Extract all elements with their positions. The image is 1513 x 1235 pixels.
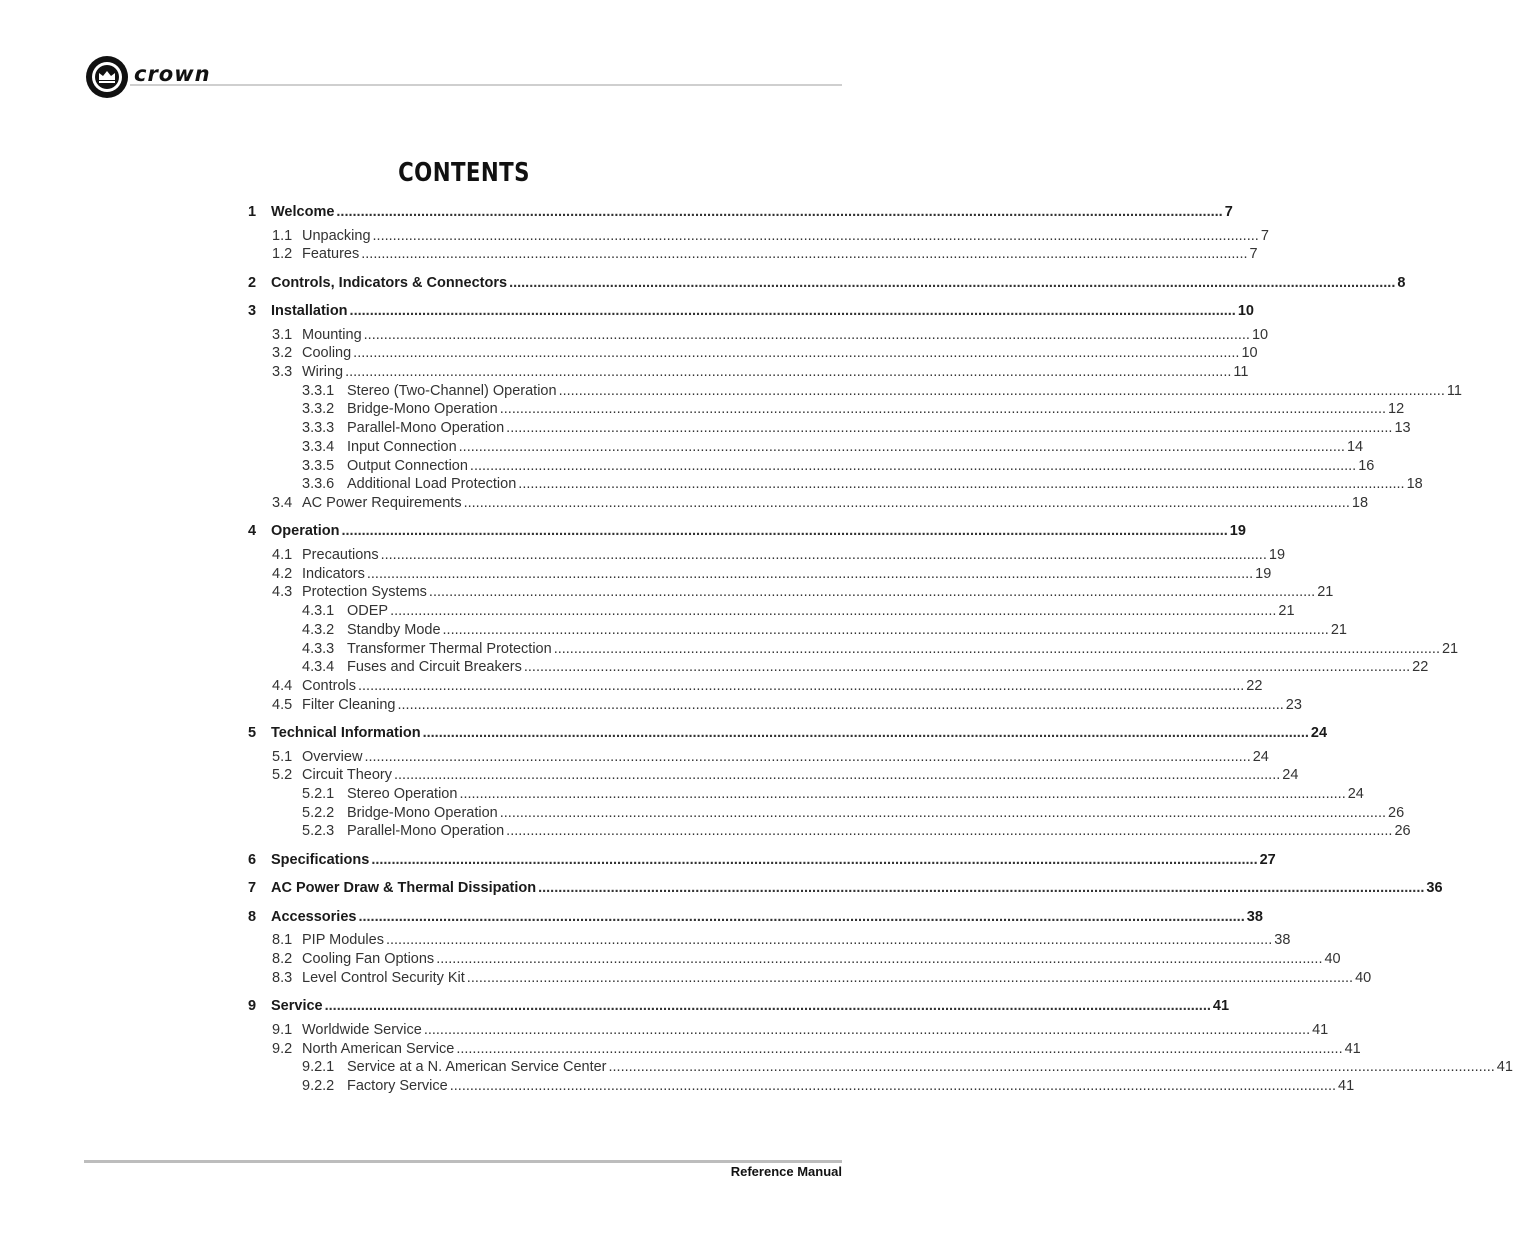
toc-leader-dots: ............................................................................................................................................................................................................................ (436, 951, 1323, 967)
toc-leader-dots: ............................................................................................................................................................................................................................ (358, 678, 1245, 694)
toc-entry-title: Controls (302, 678, 356, 694)
toc-entry-page: 40 (1324, 951, 1341, 967)
toc-entry-page: 22 (1246, 678, 1263, 694)
toc-leader-dots: ............................................................................................................................................................................................................................ (324, 998, 1211, 1014)
toc-entry-page: 7 (1249, 246, 1258, 262)
toc-entry[interactable] (272, 1021, 1329, 1040)
toc-leader-dots: ............................................................................................................................................................................................................................ (341, 523, 1228, 539)
toc-entry-title: Output Connection (347, 458, 468, 474)
toc-entry-title: Unpacking (302, 228, 371, 244)
toc-entry-title: Welcome (271, 204, 335, 220)
toc-entry-page: 36 (1426, 880, 1443, 896)
toc-entry-number: 8.1 (272, 932, 293, 948)
toc-entry[interactable] (272, 363, 1249, 382)
toc-leader-dots: ............................................................................................................................................................................................................................ (361, 246, 1248, 262)
toc-entry[interactable] (272, 344, 1258, 363)
toc-entry-page: 27 (1259, 852, 1276, 868)
toc-leader-dots: ............................................................................................................................................................................................................................ (428, 584, 1316, 600)
toc-leader-dots: ............................................................................................................................................................................................................................ (397, 697, 1284, 713)
toc-entry-number: 3.3.5 (302, 458, 335, 474)
toc-entry-title: Overview (302, 749, 363, 765)
toc-entry-page: 11 (1446, 383, 1462, 399)
toc-entry-page: 10 (1237, 303, 1254, 319)
toc-entry-page: 41 (1312, 1022, 1329, 1038)
toc-entry-number: 2 (248, 275, 257, 291)
toc-leader-dots: ............................................................................................................................................................................................................................ (449, 1078, 1337, 1094)
toc-entry-title: Filter Cleaning (302, 697, 396, 713)
toc-entry-page: 41 (1496, 1059, 1513, 1075)
toc-entry-title: Standby Mode (347, 622, 441, 638)
toc-leader-dots: ............................................................................................................................................................................................................................ (442, 622, 1329, 638)
toc-entry-number: 4.3.4 (302, 659, 335, 675)
toc-entry-title: Operation (271, 523, 340, 539)
toc-entry[interactable] (272, 677, 1263, 696)
toc-entry[interactable] (248, 274, 1406, 293)
toc-entry-number: 4.4 (272, 678, 293, 694)
toc-entry-page: 21 (1441, 641, 1459, 657)
toc-entry-page: 26 (1394, 823, 1411, 839)
toc-entry[interactable] (272, 565, 1272, 584)
toc-leader-dots: ............................................................................................................................................................................................................................ (422, 725, 1309, 741)
toc-entry-number: 5.2.3 (302, 823, 335, 839)
toc-entry[interactable] (272, 546, 1286, 565)
toc-entry-number: 3.3.3 (302, 420, 335, 436)
toc-entry-number: 4.3.2 (302, 622, 335, 638)
toc-entry-title: Mounting (302, 327, 362, 343)
toc-entry[interactable] (272, 1040, 1361, 1059)
toc-entry-number: 9.2.2 (302, 1078, 335, 1094)
toc-entry-number: 3.3.2 (302, 401, 335, 417)
toc-entry-page: 14 (1346, 439, 1364, 455)
toc-entry-title: Service at a N. American Service Center (347, 1059, 607, 1075)
toc-entry-page: 18 (1406, 476, 1423, 492)
toc-entry-page: 19 (1229, 523, 1246, 539)
toc-entry-title: Technical Information (271, 725, 421, 741)
toc-entry[interactable] (272, 583, 1334, 602)
toc-entry-title: Accessories (271, 909, 357, 925)
toc-entry-number: 6 (248, 852, 257, 868)
brand-name: crown (134, 62, 211, 86)
footer-label: Reference Manual (730, 1164, 842, 1179)
toc-entry-title: Service (271, 998, 323, 1014)
toc-entry[interactable] (272, 931, 1291, 950)
toc-entry[interactable] (302, 475, 1423, 494)
toc-entry-page: 41 (1212, 998, 1230, 1014)
toc-entry[interactable] (302, 419, 1411, 438)
toc-leader-dots: ............................................................................................................................................................................................................................ (538, 880, 1425, 896)
toc-entry-title: Installation (271, 303, 348, 319)
page-title: CONTENTS (398, 158, 530, 188)
toc-leader-dots: ............................................................................................................................................................................................................................ (466, 970, 1354, 986)
toc-entry-number: 1 (248, 204, 257, 220)
toc-entry-number: 4.1 (272, 547, 293, 563)
toc-leader-dots: ............................................................................................................................................................................................................................ (372, 228, 1259, 244)
toc-entry-page: 7 (1224, 204, 1233, 220)
toc-entry-title: Additional Load Protection (347, 476, 517, 492)
toc-entry-page: 12 (1388, 401, 1405, 417)
toc-entry-title: Protection Systems (302, 584, 427, 600)
toc-entry[interactable] (272, 494, 1369, 513)
toc-entry[interactable] (248, 879, 1443, 898)
toc-entry-number: 3.3.1 (302, 383, 335, 399)
toc-entry-page: 18 (1351, 495, 1369, 511)
toc-entry-title: Transformer Thermal Protection (347, 641, 552, 657)
toc-entry-page: 21 (1330, 622, 1347, 638)
toc-entry[interactable] (302, 621, 1347, 640)
toc-entry-title: Parallel-Mono Operation (347, 420, 505, 436)
toc-leader-dots: ............................................................................................................................................................................................................................ (456, 1041, 1343, 1057)
toc-entry[interactable] (272, 748, 1269, 767)
toc-entry-number: 4.3 (272, 584, 293, 600)
toc-leader-dots: ............................................................................................................................................................................................................................ (364, 749, 1251, 765)
toc-leader-dots: ............................................................................................................................................................................................................................ (371, 852, 1258, 868)
toc-entry-number: 5 (248, 725, 257, 741)
toc-entry-title: Cooling (302, 345, 352, 361)
toc-entry-title: North American Service (302, 1041, 455, 1057)
toc-entry-page: 24 (1282, 767, 1299, 783)
toc-leader-dots: ............................................................................................................................................................................................................................ (385, 932, 1273, 948)
toc-entry[interactable] (248, 908, 1263, 927)
toc-leader-dots: ............................................................................................................................................................................................................................ (499, 805, 1387, 821)
toc-leader-dots: ............................................................................................................................................................................................................................ (523, 659, 1411, 675)
toc-entry-page: 8 (1397, 275, 1406, 291)
toc-entry-page: 38 (1246, 909, 1263, 925)
toc-entry-title: AC Power Requirements (302, 495, 462, 511)
toc-leader-dots: ............................................................................................................................................................................................................................ (393, 767, 1281, 783)
toc-entry[interactable] (302, 1077, 1355, 1096)
toc-entry-number: 5.1 (272, 749, 293, 765)
toc-entry-title: Specifications (271, 852, 370, 868)
toc-entry-number: 5.2 (272, 767, 293, 783)
toc-entry-title: Level Control Security Kit (302, 970, 465, 986)
toc-entry-title: AC Power Draw & Thermal Dissipation (271, 880, 537, 896)
toc-leader-dots: ............................................................................................................................................................................................................................ (423, 1022, 1311, 1038)
toc-leader-dots: ............................................................................................................................................................................................................................ (390, 603, 1277, 619)
toc-entry-title: Cooling Fan Options (302, 951, 435, 967)
toc-entry[interactable] (272, 696, 1302, 715)
toc-entry-number: 3.2 (272, 345, 293, 361)
toc-entry-page: 19 (1268, 547, 1286, 563)
toc-entry-page: 24 (1347, 786, 1364, 802)
toc-entry-number: 5.2.1 (302, 786, 335, 802)
toc-entry-number: 7 (248, 880, 257, 896)
toc-leader-dots: ............................................................................................................................................................................................................................ (366, 566, 1254, 582)
toc-entry[interactable] (302, 785, 1364, 804)
toc-entry-page: 41 (1338, 1078, 1355, 1094)
toc-entry-page: 26 (1388, 805, 1405, 821)
toc-leader-dots: ............................................................................................................................................................................................................................ (506, 823, 1393, 839)
toc-entry[interactable] (302, 1058, 1513, 1077)
toc-entry-page: 11 (1233, 364, 1249, 380)
toc-leader-dots: ............................................................................................................................................................................................................................ (608, 1059, 1495, 1075)
toc-leader-dots: ............................................................................................................................................................................................................................ (506, 420, 1393, 436)
toc-entry-title: Circuit Theory (302, 767, 392, 783)
toc-leader-dots: ............................................................................................................................................................................................................................ (380, 547, 1267, 563)
toc-entry-number: 5.2.2 (302, 805, 335, 821)
toc-entry[interactable] (302, 822, 1411, 841)
toc-entry-number: 9.2 (272, 1041, 293, 1057)
toc-entry-title: Input Connection (347, 439, 457, 455)
toc-entry-title: Bridge-Mono Operation (347, 805, 498, 821)
toc-entry[interactable] (272, 245, 1258, 264)
toc-entry-number: 8.2 (272, 951, 293, 967)
toc-leader-dots: ............................................................................................................................................................................................................................ (363, 327, 1250, 343)
toc-entry-title: Stereo Operation (347, 786, 458, 802)
toc-entry-number: 3 (248, 303, 257, 319)
toc-entry-page: 21 (1317, 584, 1334, 600)
toc-entry[interactable] (302, 438, 1364, 457)
toc-entry[interactable] (302, 602, 1295, 621)
toc-entry-title: Bridge-Mono Operation (347, 401, 498, 417)
toc-entry-number: 4.2 (272, 566, 293, 582)
toc-entry[interactable] (302, 400, 1405, 419)
toc-entry-number: 9 (248, 998, 257, 1014)
toc-entry-title: Factory Service (347, 1078, 448, 1094)
toc-entry-number: 3.1 (272, 327, 293, 343)
toc-entry-number: 9.2.1 (302, 1059, 335, 1075)
toc-entry[interactable] (272, 227, 1269, 246)
toc-leader-dots: ............................................................................................................................................................................................................................ (469, 458, 1357, 474)
toc-entry-number: 8.3 (272, 970, 293, 986)
toc-entry-title: Parallel-Mono Operation (347, 823, 505, 839)
toc-entry-page: 24 (1310, 725, 1328, 741)
toc-leader-dots: ............................................................................................................................................................................................................................ (509, 275, 1396, 291)
toc-leader-dots: ............................................................................................................................................................................................................................ (345, 364, 1232, 380)
toc-leader-dots: ............................................................................................................................................................................................................................ (518, 476, 1405, 492)
toc-entry[interactable] (302, 658, 1429, 677)
toc-entry[interactable] (272, 950, 1341, 969)
toc-leader-dots: ............................................................................................................................................................................................................................ (558, 383, 1445, 399)
toc-entry-page: 41 (1344, 1041, 1361, 1057)
toc-entry[interactable] (302, 640, 1459, 659)
toc-entry[interactable] (272, 326, 1269, 345)
toc-leader-dots: ............................................................................................................................................................................................................................ (336, 204, 1223, 220)
toc-entry-number: 8 (248, 909, 257, 925)
toc-entry-page: 10 (1251, 327, 1269, 343)
toc-entry[interactable] (272, 766, 1299, 785)
toc-entry-page: 10 (1241, 345, 1258, 361)
toc-leader-dots: ............................................................................................................................................................................................................................ (459, 786, 1346, 802)
toc-entry-title: Precautions (302, 547, 379, 563)
toc-entry-page: 24 (1252, 749, 1269, 765)
toc-entry[interactable] (302, 457, 1375, 476)
toc-entry-page: 22 (1412, 659, 1429, 675)
toc-leader-dots: ............................................................................................................................................................................................................................ (463, 495, 1350, 511)
toc-entry-page: 21 (1278, 603, 1295, 619)
toc-entry-number: 4.5 (272, 697, 293, 713)
toc-entry-title: Controls, Indicators & Connectors (271, 275, 508, 291)
toc-entry-number: 4 (248, 523, 257, 539)
toc-leader-dots: ............................................................................................................................................................................................................................ (458, 439, 1345, 455)
toc-entry-title: Indicators (302, 566, 365, 582)
toc-entry-title: Worldwide Service (302, 1022, 422, 1038)
toc-entry-number: 9.1 (272, 1022, 293, 1038)
toc-entry-page: 23 (1285, 697, 1302, 713)
toc-entry-page: 16 (1358, 458, 1375, 474)
toc-entry-title: Features (302, 246, 360, 262)
toc-entry-number: 4.3.3 (302, 641, 335, 657)
toc-entry[interactable] (248, 203, 1233, 222)
toc-entry-number: 1.1 (272, 228, 293, 244)
toc-entry-number: 4.3.1 (302, 603, 335, 619)
toc-entry-title: Wiring (302, 364, 344, 380)
toc-entry-page: 19 (1255, 566, 1272, 582)
toc-entry-page: 7 (1260, 228, 1269, 244)
toc-leader-dots: ............................................................................................................................................................................................................................ (353, 345, 1240, 361)
toc-entry-title: Fuses and Circuit Breakers (347, 659, 522, 675)
toc-entry[interactable] (248, 851, 1276, 870)
toc-entry-page: 40 (1355, 970, 1372, 986)
toc-entry[interactable] (248, 522, 1246, 541)
toc-entry-title: ODEP (347, 603, 389, 619)
toc-entry[interactable] (248, 302, 1254, 321)
toc-entry-number: 3.3 (272, 364, 293, 380)
toc-entry-page: 13 (1394, 420, 1411, 436)
toc-entry[interactable] (272, 969, 1372, 988)
footer-rule (84, 1160, 842, 1163)
toc-entry[interactable] (248, 724, 1328, 743)
toc-entry-page: 38 (1274, 932, 1291, 948)
toc-entry-title: PIP Modules (302, 932, 384, 948)
toc-leader-dots: ............................................................................................................................................................................................................................ (358, 909, 1245, 925)
toc-leader-dots: ............................................................................................................................................................................................................................ (553, 641, 1440, 657)
toc-entry[interactable] (302, 804, 1405, 823)
toc-leader-dots: ............................................................................................................................................................................................................................ (499, 401, 1387, 417)
toc-entry[interactable] (248, 997, 1230, 1016)
toc-leader-dots: ............................................................................................................................................................................................................................ (349, 303, 1236, 319)
toc-entry-title: Stereo (Two-Channel) Operation (347, 383, 557, 399)
toc-entry-number: 3.3.4 (302, 439, 335, 455)
toc-entry[interactable] (302, 382, 1462, 401)
toc-entry-number: 3.4 (272, 495, 293, 511)
toc-entry-number: 1.2 (272, 246, 293, 262)
toc-entry-number: 3.3.6 (302, 476, 335, 492)
